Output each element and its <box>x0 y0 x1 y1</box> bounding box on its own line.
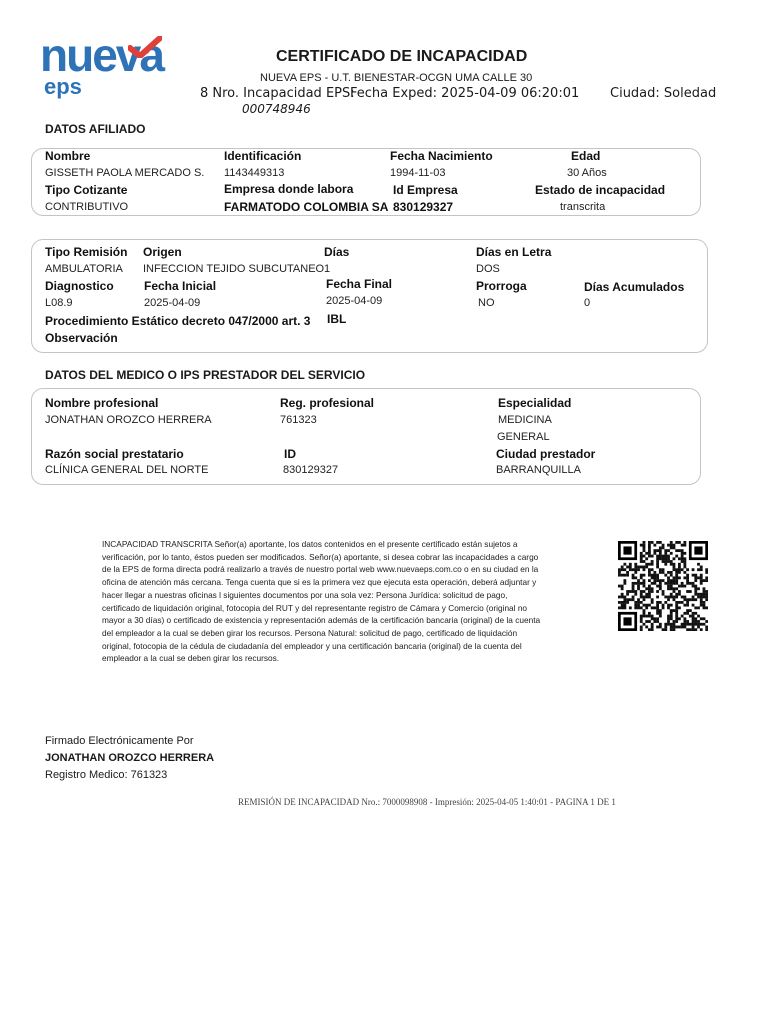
logo-checkmark-icon <box>128 36 162 58</box>
procedimiento-label: Procedimiento Estático decreto 047/2000 art. 3 <box>45 314 311 328</box>
reg-profesional-label: Reg. profesional <box>280 396 375 410</box>
qr-code[interactable] <box>618 541 708 631</box>
prorroga-label: Prorroga <box>476 279 527 293</box>
empresa-value: FARMATODO COLOMBIA SA <box>224 200 389 214</box>
edad-value: 30 Años <box>567 167 607 179</box>
especialidad-value-line1: MEDICINA <box>498 414 552 426</box>
nombre-label: Nombre <box>45 149 91 163</box>
tipo-remision-value: AMBULATORIA <box>45 263 123 275</box>
nombre-profesional-label: Nombre profesional <box>45 396 159 410</box>
razon-social-value: CLÍNICA GENERAL DEL NORTE <box>45 464 209 476</box>
edad-label: Edad <box>571 149 601 163</box>
id-prestador-value: 830129327 <box>283 464 339 476</box>
id-empresa-value: 830129327 <box>393 200 454 214</box>
logo-nueva: nueva <box>40 29 163 81</box>
dias-value: 1 <box>324 263 331 275</box>
section-title-medico: DATOS DEL MEDICO O IPS PRESTADOR DEL SERVICIO <box>45 368 366 382</box>
especialidad-value-line2: GENERAL <box>497 431 550 443</box>
nombre-value: GISSETH PAOLA MERCADO S. <box>45 167 205 179</box>
document-title: CERTIFICADO DE INCAPACIDAD <box>276 48 528 65</box>
fecha-nacimiento-label: Fecha Nacimiento <box>390 149 493 163</box>
razon-social-label: Razón social prestatario <box>45 447 184 461</box>
legal-notice: INCAPACIDAD TRANSCRITA Señor(a) aportante, los datos contenidos en el presente certificado están sujetos a verificación, por lo tanto, éstos pueden ser modificados. Señor(a) aportante, si desea cobrar las incapacidades a cargo de la EPS de forma directa podrá realizarlo a través de nuestro portal web www.nuevaeps.com.co o en su ciudad en la oficina de atención más cercana. Tenga cuenta que si es la primera vez que ejecuta esta operación, deberá adjuntar y hacer llegar a nuestras oficinas l siguientes documentos por una sola vez: Persona Jurídica: solicitud de pago, certificado de liquidación original, fotocopia del RUT y del representante registro de Cámara y Comercio (original no mayor a 30 días) o certificado de existencia y representación además de la certificación bancaria (original) de la cuenta del empleador a la cual se deben girar los recursos. Persona Natural: solicitud de pago, certificado de liquidación original, fotocopia de la cédula de ciudadanía del empleador y una certificación bancaria (original) de la cuenta del empleador a la cual se deben girar los recursos. <box>102 539 541 664</box>
tipo-cotizante-value: CONTRIBUTIVO <box>45 201 129 213</box>
origen-value: INFECCION TEJIDO SUBCUTANEO <box>143 263 325 275</box>
incapacidad-label: 8 Nro. Incapacidad EPS: <box>200 86 355 101</box>
document-subtitle: NUEVA EPS - U.T. BIENESTAR-OCGN UMA CALLE 30 <box>260 72 533 84</box>
ciudad: Ciudad: Soledad <box>610 86 717 101</box>
firma-nombre: JONATHAN OROZCO HERRERA <box>45 752 215 764</box>
diagnostico-label: Diagnostico <box>45 279 114 293</box>
fecha-expedicion: Fecha Exped: 2025-04-09 06:20:01 <box>350 86 580 101</box>
ciudad-prestador-label: Ciudad prestador <box>496 447 596 461</box>
reg-profesional-value: 761323 <box>280 414 317 426</box>
identificacion-label: Identificación <box>224 149 302 163</box>
firma-registro: Registro Medico: 761323 <box>45 769 168 781</box>
ciudad-prestador-value: BARRANQUILLA <box>496 464 581 476</box>
estado-label: Estado de incapacidad <box>535 183 666 197</box>
ibl-label: IBL <box>327 312 347 326</box>
fecha-inicial-label: Fecha Inicial <box>144 279 217 293</box>
diagnostico-value: L08.9 <box>45 297 73 309</box>
dias-letra-label: Días en Letra <box>476 245 552 259</box>
fecha-final-label: Fecha Final <box>326 277 393 291</box>
incapacidad-numero: 000748946 <box>242 102 311 116</box>
prorroga-value: NO <box>478 297 495 309</box>
dias-letra-value: DOS <box>476 263 500 275</box>
dias-label: Días <box>324 245 350 259</box>
fecha-final-value: 2025-04-09 <box>326 295 383 307</box>
id-prestador-label: ID <box>284 447 296 461</box>
estado-value: transcrita <box>560 201 606 213</box>
firma-label: Firmado Electrónicamente Por <box>45 735 194 747</box>
dias-acumulados-label: Días Acumulados <box>584 280 685 294</box>
origen-label: Origen <box>143 245 182 259</box>
empresa-label: Empresa donde labora <box>224 182 354 196</box>
nombre-profesional-value: JONATHAN OROZCO HERRERA <box>45 414 212 426</box>
tipo-remision-label: Tipo Remisión <box>45 245 128 259</box>
identificacion-value: 1143449313 <box>224 167 285 179</box>
especialidad-label: Especialidad <box>498 396 572 410</box>
logo-eps: eps <box>44 74 82 99</box>
tipo-cotizante-label: Tipo Cotizante <box>45 183 128 197</box>
fecha-nacimiento-value: 1994-11-03 <box>390 167 446 179</box>
observacion-label: Observación <box>45 331 118 345</box>
dias-acumulados-value: 0 <box>584 297 591 309</box>
section-title-afiliado: DATOS AFILIADO <box>45 122 146 136</box>
footer-remision: REMISIÓN DE INCAPACIDAD Nro.: 7000098908 - Impresión: 2025-04-05 1:40:01 - PAGINA 1 DE 1 <box>238 797 616 807</box>
id-empresa-label: Id Empresa <box>393 183 458 197</box>
fecha-inicial-value: 2025-04-09 <box>144 297 201 309</box>
